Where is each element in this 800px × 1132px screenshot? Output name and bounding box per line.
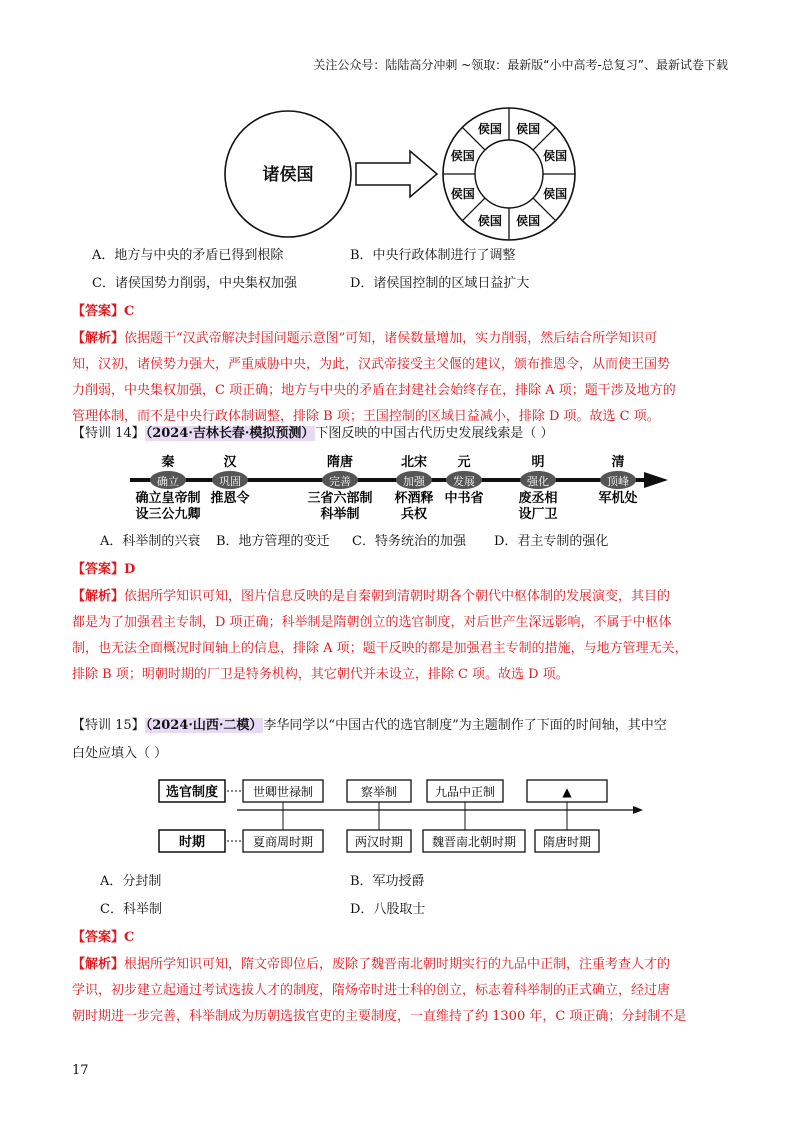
row1-title: 选官制度 bbox=[165, 785, 219, 800]
q13-option-c[interactable]: C．诸侯国势力削弱，中央集权加强 bbox=[92, 276, 297, 291]
q15-analysis: 【解析】根据所学知识可知，隋文帝即位后，废除了魏晋南北朝时期实行的九品中正制，注重考查人才的 学识，初步建立起通过考试选拔人才的制度，隋炀帝时进士科的创立，标志着科举制的正式确立，经过唐 朝时期进一步完善，科举制成为历朝选拔官吏的主要制度，一直维持了约 1300 年，C 项正确；分封制不是 bbox=[72, 957, 687, 1024]
system-label: 世卿世禄制 bbox=[252, 785, 314, 799]
q15-option-a[interactable]: A．分封制 bbox=[100, 874, 162, 889]
q14-option-c[interactable]: C．特务统治的加强 bbox=[352, 534, 466, 549]
node-label: 强化 bbox=[527, 475, 549, 488]
q14-option-b[interactable]: B．地方管理的变迁 bbox=[216, 534, 330, 549]
q15-option-c[interactable]: C．科举制 bbox=[100, 902, 162, 917]
event-label: 中书省 bbox=[444, 491, 484, 506]
q13-options-row2 bbox=[72, 270, 732, 298]
event-label: 科举制 bbox=[320, 507, 360, 522]
wheel-segment-label: 侯国 bbox=[543, 148, 568, 163]
wheel-segment-label: 侯国 bbox=[543, 187, 568, 202]
period-label: 魏晋南北朝时期 bbox=[431, 835, 517, 849]
q14-option-d[interactable]: D．君主专制的强化 bbox=[494, 534, 609, 549]
q13-option-a[interactable]: A．地方与中央的矛盾已得到根除 bbox=[92, 248, 284, 263]
q15-options-row2 bbox=[72, 896, 732, 924]
wheel-segment-label: 侯国 bbox=[450, 187, 475, 202]
node-label: 加强 bbox=[403, 475, 425, 488]
q15-option-d[interactable]: D．八股取士 bbox=[350, 902, 426, 917]
dynasty-label: 隋唐 bbox=[326, 455, 354, 470]
period-label: 两汉时期 bbox=[354, 835, 404, 849]
event-label: 三省六部制 bbox=[307, 491, 373, 506]
wheel-segment-label: 侯国 bbox=[516, 214, 541, 229]
q13-answer: 【答案】C bbox=[72, 304, 135, 319]
row2-title: 时期 bbox=[178, 835, 206, 850]
q14-options bbox=[72, 528, 732, 556]
q14-analysis: 【解析】依据所学知识可知，图片信息反映的是自秦朝到清朝时期各个朝代中枢体制的发展演变，其目的 都是为了加强君主专制，D 项正确；科举制是隋朝创立的选官制度，对后世产生深远影响，不属于中枢体 制，也无法全面概况时间轴上的信息，排除 A 项；题干反映的都是加强君主专制的措施，与地方管理无关， 排除 B 项；明朝时期的厂卫是特务机构，其它朝代并未设立，排除 C 项。故选 D 项。 bbox=[72, 589, 688, 682]
feudal-states-diagram bbox=[222, 104, 568, 244]
q15-options-row1 bbox=[72, 868, 732, 896]
dynasty-label: 清 bbox=[611, 455, 625, 470]
dynasty-label: 北宋 bbox=[400, 455, 428, 470]
q14-answer: 【答案】D bbox=[72, 562, 136, 577]
q13-option-b[interactable]: B．中央行政体制进行了调整 bbox=[350, 248, 516, 263]
big-circle-label: 诸侯国 bbox=[262, 165, 314, 185]
dynasty-timeline bbox=[120, 450, 680, 528]
event-label: 确立皇帝制 bbox=[135, 491, 201, 506]
system-label: 察举制 bbox=[360, 785, 398, 799]
period-label: 隋唐时期 bbox=[542, 835, 592, 849]
system-label: 九品中正制 bbox=[434, 785, 496, 799]
event-label: 设厂卫 bbox=[518, 507, 558, 522]
dynasty-label: 汉 bbox=[223, 455, 237, 470]
q13-option-d[interactable]: D．诸侯国控制的区域日益扩大 bbox=[350, 276, 530, 291]
wheel-segment-label: 侯国 bbox=[477, 214, 502, 229]
dynasty-label: 元 bbox=[457, 455, 471, 470]
event-label: 废丞相 bbox=[518, 491, 558, 506]
event-label: 设三公九卿 bbox=[135, 507, 201, 522]
node-label: 发展 bbox=[453, 475, 475, 488]
period-label: 夏商周时期 bbox=[252, 835, 314, 849]
q14-stem: 【特训 14】（2024·吉林长春·模拟预测）下图反映的中国古代历史发展线索是（ ） bbox=[72, 426, 554, 441]
dynasty-label: 秦 bbox=[161, 455, 175, 470]
wheel-segment-label: 侯国 bbox=[516, 121, 541, 136]
page-number: 17 bbox=[72, 1063, 89, 1078]
arrow bbox=[356, 151, 437, 197]
node-label: 完善 bbox=[329, 475, 351, 488]
q13-options-row1 bbox=[72, 242, 732, 270]
system-label: ▲ bbox=[562, 785, 572, 799]
q15-stem: 【特训 15】（2024·山西·二模）李华同学以“中国古代的选官制度”为主题制作了下面的时间轴，其中空 白处应填入（ ） bbox=[72, 718, 667, 761]
selection-system-timeline bbox=[155, 772, 645, 864]
event-label: 兵权 bbox=[400, 507, 428, 522]
page-header: 关注公众号：陆陆高分冲刺 ~领取：最新版“小中高考-总复习”、最新试卷下载 bbox=[313, 58, 728, 72]
event-label: 军机处 bbox=[598, 491, 638, 506]
wheel-segment-label: 侯国 bbox=[477, 121, 502, 136]
node-label: 顶峰 bbox=[607, 475, 629, 488]
dynasty-label: 明 bbox=[531, 455, 545, 470]
q13-analysis: 【解析】依据题干“汉武帝解决封国问题示意图”可知，诸侯数量增加，实力削弱，然后结合所学知识可 知，汉初，诸侯势力强大，严重威胁中央，为此，汉武帝接受主父偃的建议，颁布推恩令，从而使王国势 力削弱，中央集权加强，C 项正确；地方与中央的矛盾在封建社会始终存在，排除 A 项；题干涉及地方的 管理体制，而不是中央行政体制调整，排除 B 项；王国控制的区域日益减小，排除 D 项。故选 C 项。 bbox=[72, 331, 676, 424]
inner-circle bbox=[475, 140, 543, 208]
q14-option-a[interactable]: A．科举制的兴衰 bbox=[100, 534, 201, 549]
q15-answer: 【答案】C bbox=[72, 930, 135, 945]
event-label: 杯酒释 bbox=[394, 491, 434, 506]
node-label: 巩固 bbox=[219, 475, 241, 488]
event-label: 推恩令 bbox=[210, 491, 250, 506]
wheel-segment-label: 侯国 bbox=[450, 148, 475, 163]
node-label: 确立 bbox=[157, 475, 179, 488]
q15-option-b[interactable]: B．军功授爵 bbox=[350, 874, 425, 889]
